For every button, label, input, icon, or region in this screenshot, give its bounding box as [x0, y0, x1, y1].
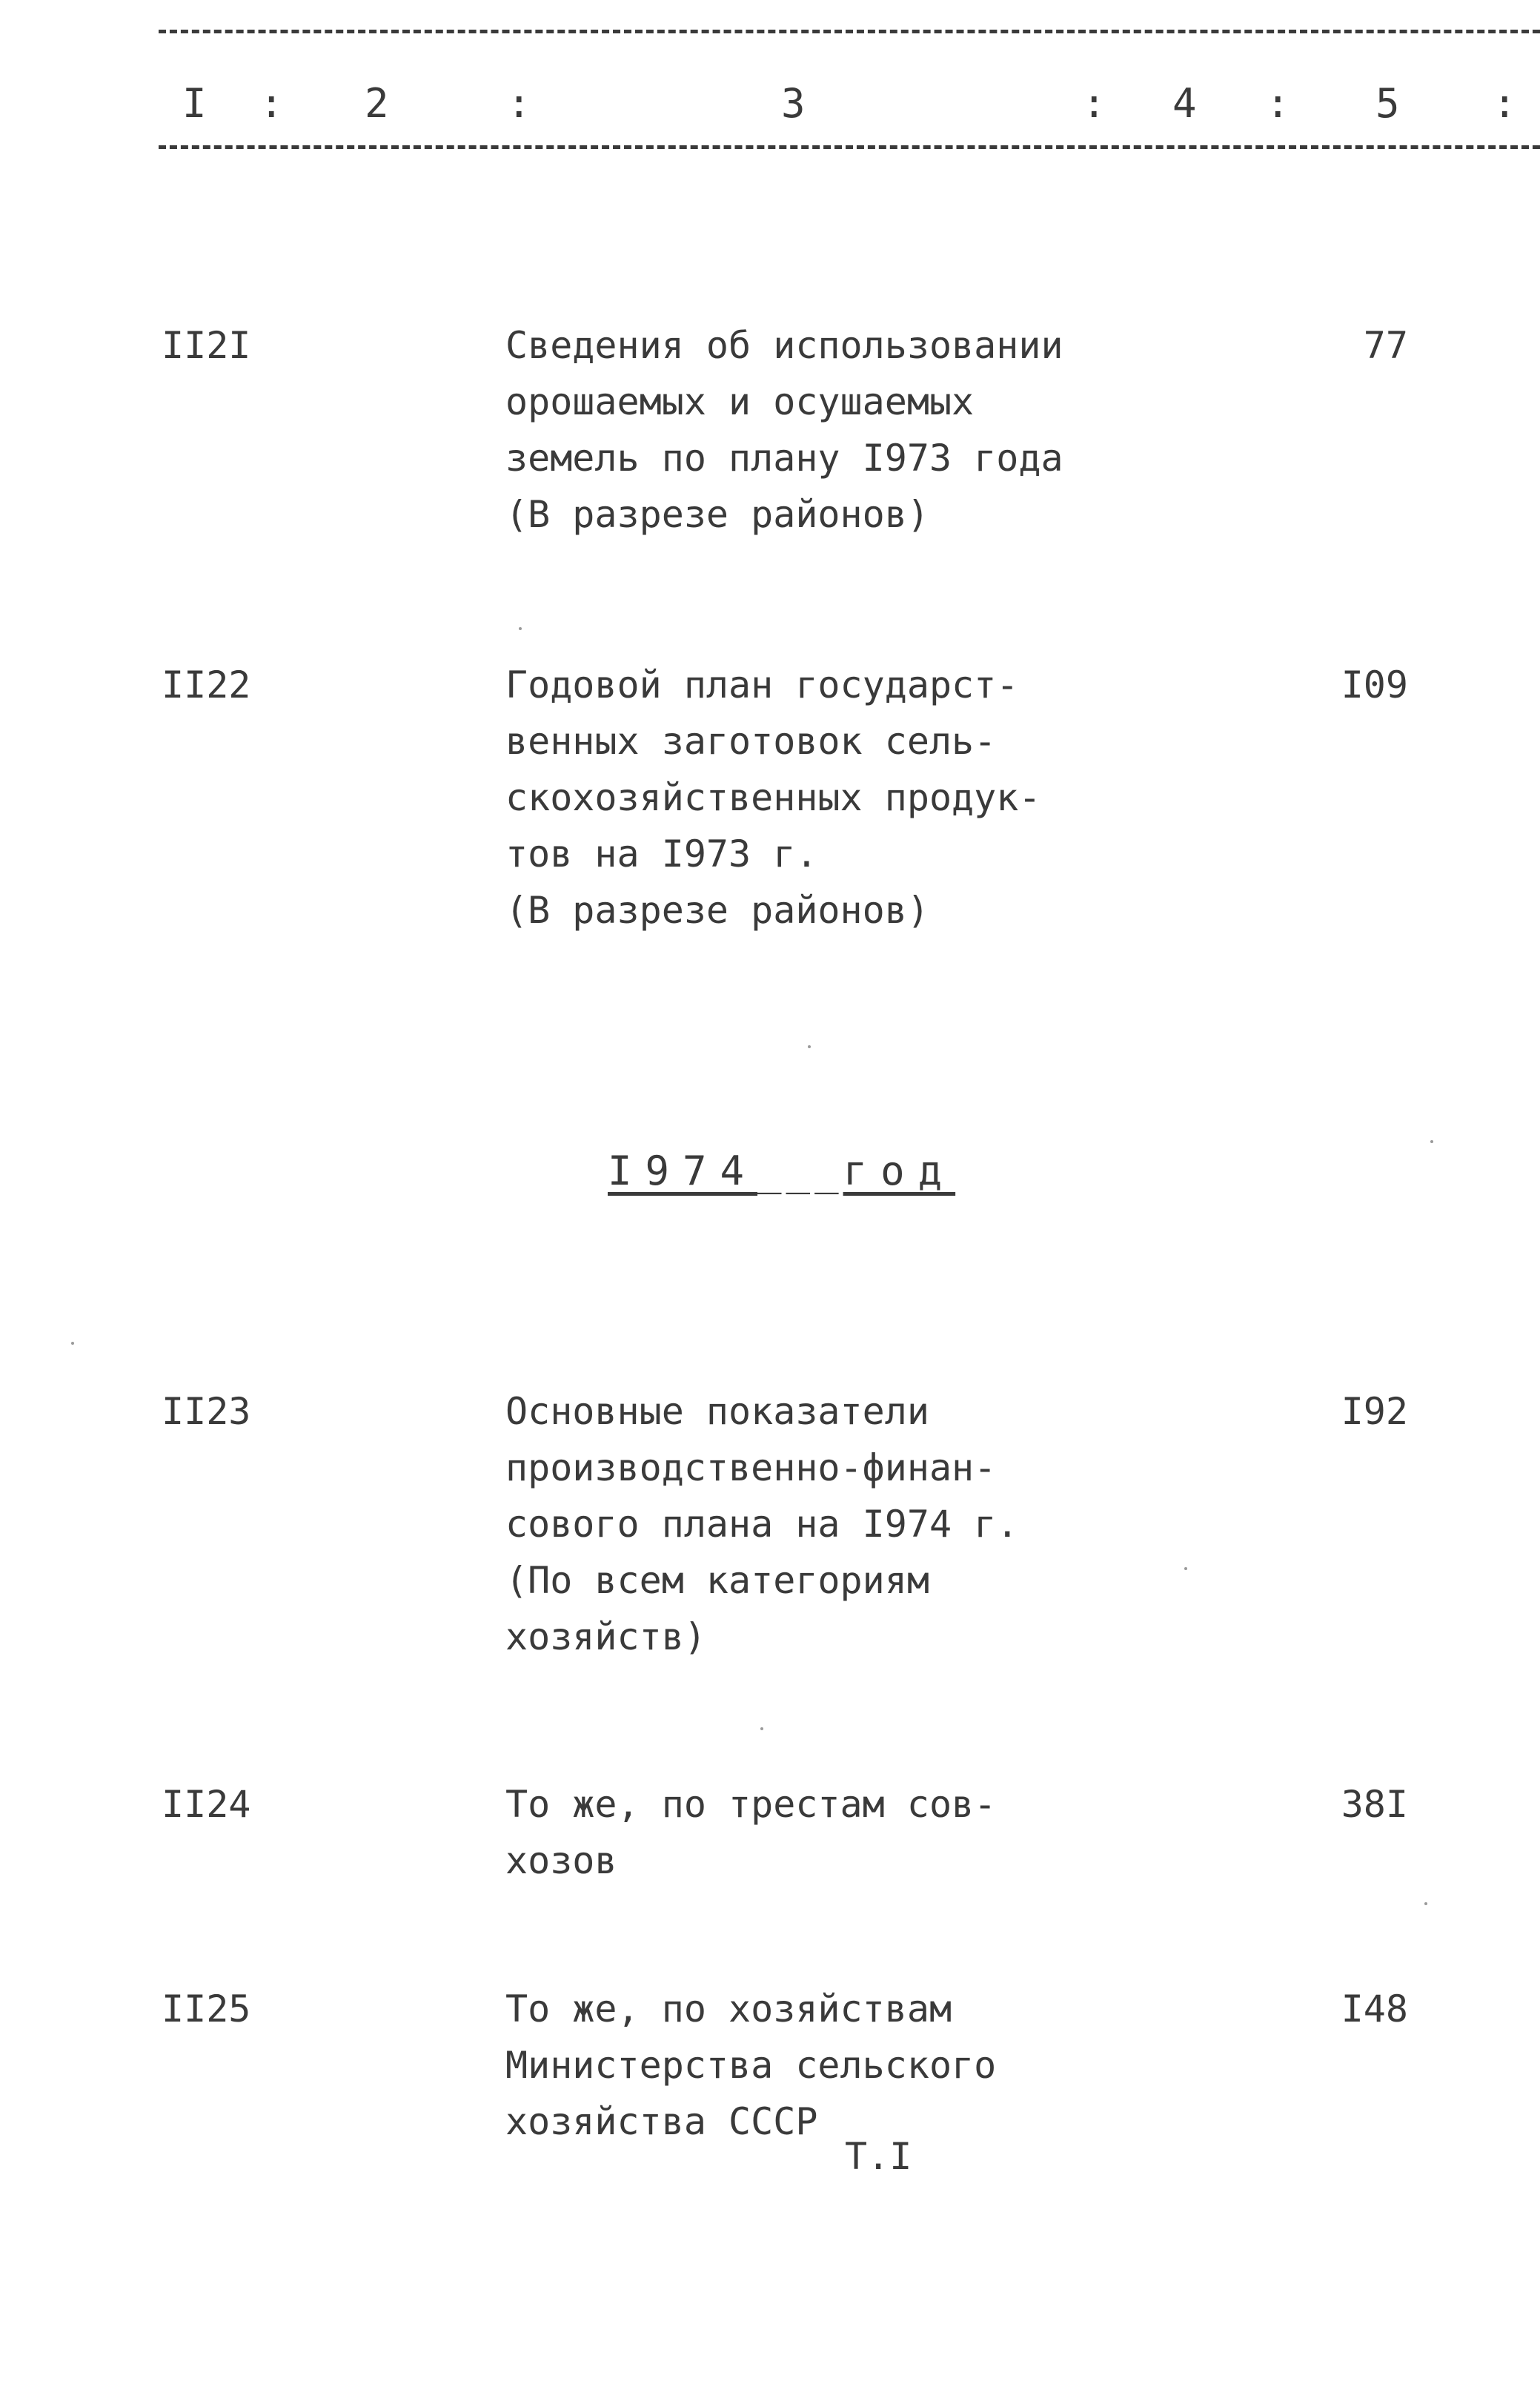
header-bottom-rule	[159, 145, 1540, 149]
entry-title-line: То же, по трестам сов-	[505, 1783, 997, 1826]
entry-title-line: хозов	[505, 1839, 617, 1882]
entry-title-line: тов на I973 г.	[505, 832, 818, 875]
entry-number: II25	[162, 1987, 251, 2030]
column-header-1: I	[182, 80, 207, 127]
entry-title-line: Годовой план государст-	[505, 663, 1019, 706]
column-separator: :	[507, 80, 531, 127]
year-section-heading	[608, 1148, 955, 1194]
scan-speck	[519, 627, 522, 630]
column-separator: :	[1266, 80, 1290, 127]
column-separator: :	[1493, 80, 1517, 127]
year-heading-year: I974	[608, 1148, 758, 1194]
column-header-5: 5	[1375, 80, 1400, 127]
column-separator: :	[1082, 80, 1106, 127]
column-header-4: 4	[1172, 80, 1197, 127]
entry-number: II24	[162, 1783, 251, 1826]
entry-title-line: Министерства сельского	[505, 2044, 997, 2087]
entry-title-line: производственно-финан-	[505, 1446, 997, 1489]
entry-title	[505, 1981, 1143, 2150]
entry-page-count: 38I	[1341, 1783, 1408, 1826]
scan-speck	[808, 1045, 811, 1048]
entry-title-line: хозяйств)	[505, 1615, 706, 1658]
entry-number: II2I	[162, 324, 251, 367]
entry-page-count: I09	[1341, 663, 1408, 706]
entry-title-line: венных заготовок сель-	[505, 720, 997, 763]
scan-speck	[71, 1342, 74, 1345]
year-heading-word: год	[843, 1148, 956, 1194]
volume-marker: Т.I	[845, 2135, 912, 2178]
scan-speck	[760, 1727, 763, 1730]
entry-title-line: земель по плану I973 года	[505, 437, 1063, 480]
entry-title	[505, 317, 1143, 543]
entry-title-line: Основные показатели	[505, 1390, 929, 1433]
entry-title-line: сового плана на I974 г.	[505, 1503, 1019, 1546]
entry-page-count: I92	[1341, 1390, 1408, 1433]
column-header-row	[0, 80, 1540, 132]
entry-title-line: хозяйства СССР	[505, 2100, 818, 2143]
entry-title-line: (В разрезе районов)	[505, 889, 929, 932]
entry-number: II23	[162, 1390, 251, 1433]
year-heading-dashes: ___	[757, 1148, 843, 1194]
entry-title	[505, 1383, 1143, 1665]
entry-page-count: 77	[1363, 324, 1408, 367]
scan-speck	[1184, 1567, 1187, 1570]
entry-title	[505, 657, 1143, 939]
header-top-rule	[159, 30, 1540, 33]
entry-title-line: То же, по хозяйствам	[505, 1987, 952, 2030]
entry-title	[505, 1776, 1143, 1889]
entry-page-count: I48	[1341, 1987, 1408, 2030]
column-separator: :	[259, 80, 284, 127]
entry-title-line: орошаемых и осушаемых	[505, 380, 975, 423]
scan-speck	[1424, 1902, 1427, 1905]
scan-speck	[1430, 1140, 1433, 1143]
column-header-2: 2	[365, 80, 389, 127]
entry-title-line: Сведения об использовании	[505, 324, 1063, 367]
entry-title-line: скохозяйственных продук-	[505, 776, 1041, 819]
column-header-3: 3	[781, 80, 806, 127]
entry-title-line: (В разрезе районов)	[505, 493, 929, 536]
entry-number: II22	[162, 663, 251, 706]
entry-title-line: (По всем категориям	[505, 1559, 929, 1602]
